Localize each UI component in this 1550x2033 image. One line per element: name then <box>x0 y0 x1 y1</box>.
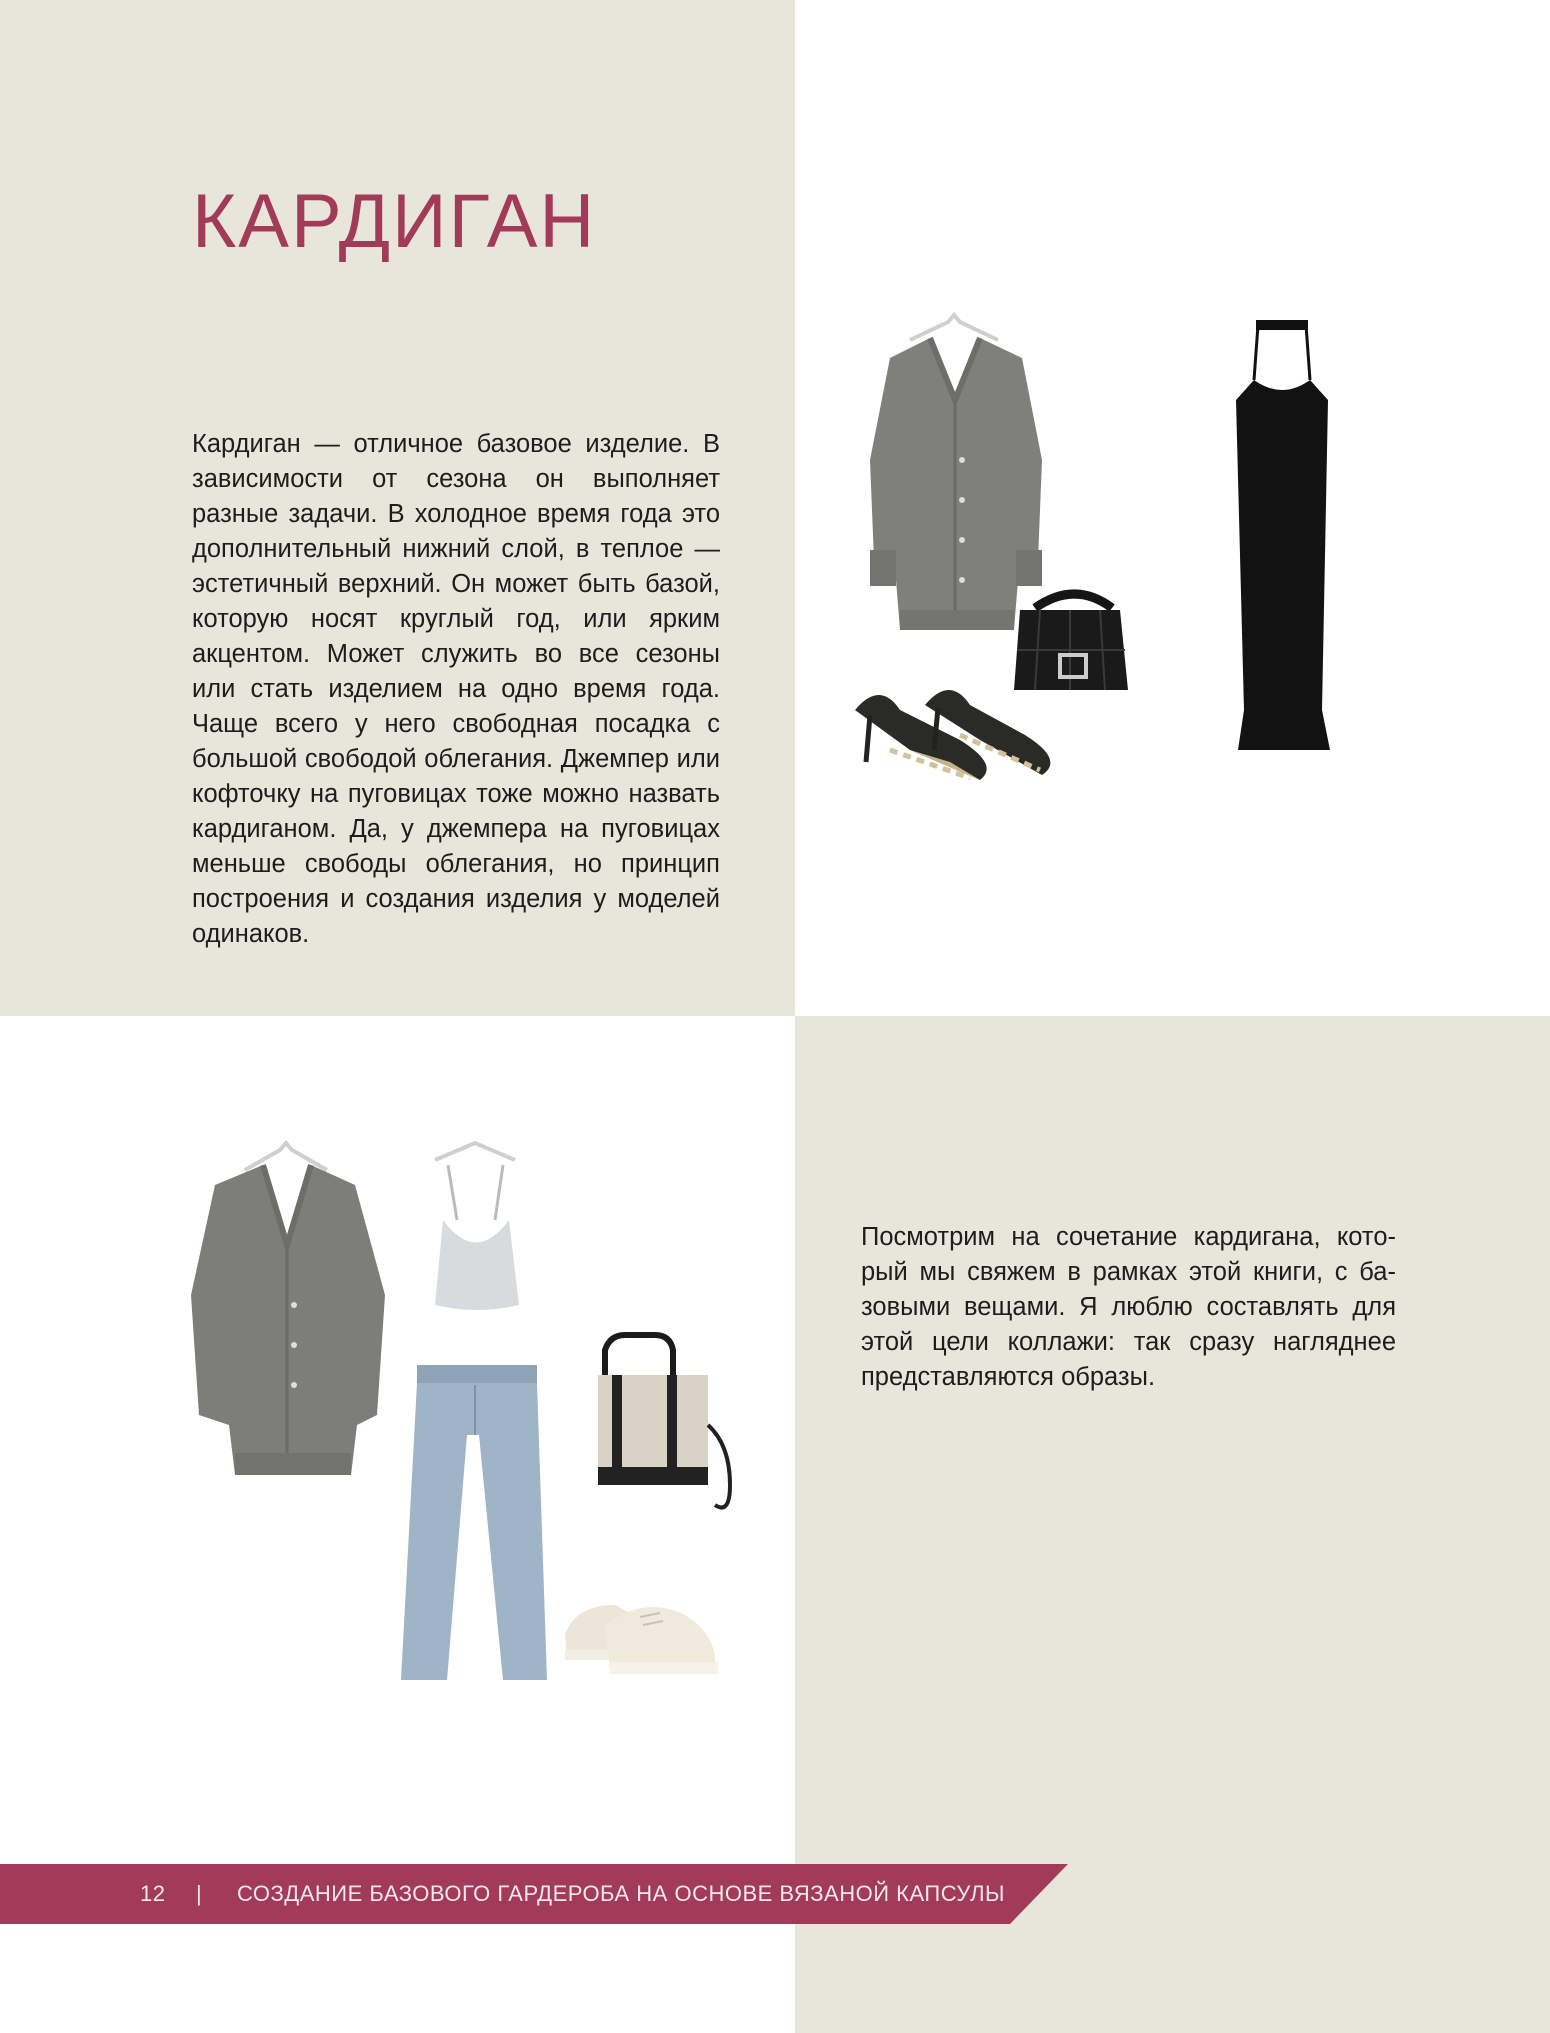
light-jeans-illustration <box>401 1365 547 1680</box>
canvas-tote-illustration <box>598 1335 730 1508</box>
grey-cardigan-illustration <box>870 315 1042 630</box>
black-handbag-illustration <box>1014 594 1128 690</box>
page-number: 12 <box>140 1881 166 1906</box>
knit-camisole-illustration <box>435 1143 519 1310</box>
collage-paragraph: Посмотрим на сочетание кардигана, который мы свяжем в рамках этой книги, с базовыми вещами. Я люблю составлять для этой цели коллажи: так сразу нагляднее представляются образы. <box>861 1223 1396 1391</box>
outfit-collage-casual <box>185 1135 795 1695</box>
slingback-heels-illustration <box>855 690 1050 780</box>
footer-separator: | <box>196 1881 203 1906</box>
white-sneakers-illustration <box>565 1605 718 1674</box>
black-dress-illustration <box>1236 320 1330 750</box>
footer-band <box>0 1864 1070 1924</box>
grey-cardigan-illustration <box>191 1143 385 1475</box>
outfit-collage-evening <box>830 310 1390 940</box>
running-title: СОЗДАНИЕ БАЗОВОГО ГАРДЕРОБА НА ОСНОВЕ ВЯЗАНОЙ КАПСУЛЫ <box>237 1881 1006 1906</box>
page-title: КАРДИГАН <box>192 179 597 264</box>
intro-paragraph: Кардиган — отличное базовое изделие. В зависимости от сезона он выполняет разные задачи. В холодное время года это дополнительный нижний слой, в теплое — эстетичный верхний. Он может быть базой, которую носят круглый год, или ярким акцентом. Может служить во все сезоны или стать изделием на одно время года. Чаще всего у него свободная посадка с большой свободой облегания. Джемпер или кофточку на пуговицах тоже можно назвать кардиганом. Да, у джемпера на пуговицах меньше свободы облегания, но принцип построения и создания изделия у моделей одинаков. <box>192 430 720 948</box>
